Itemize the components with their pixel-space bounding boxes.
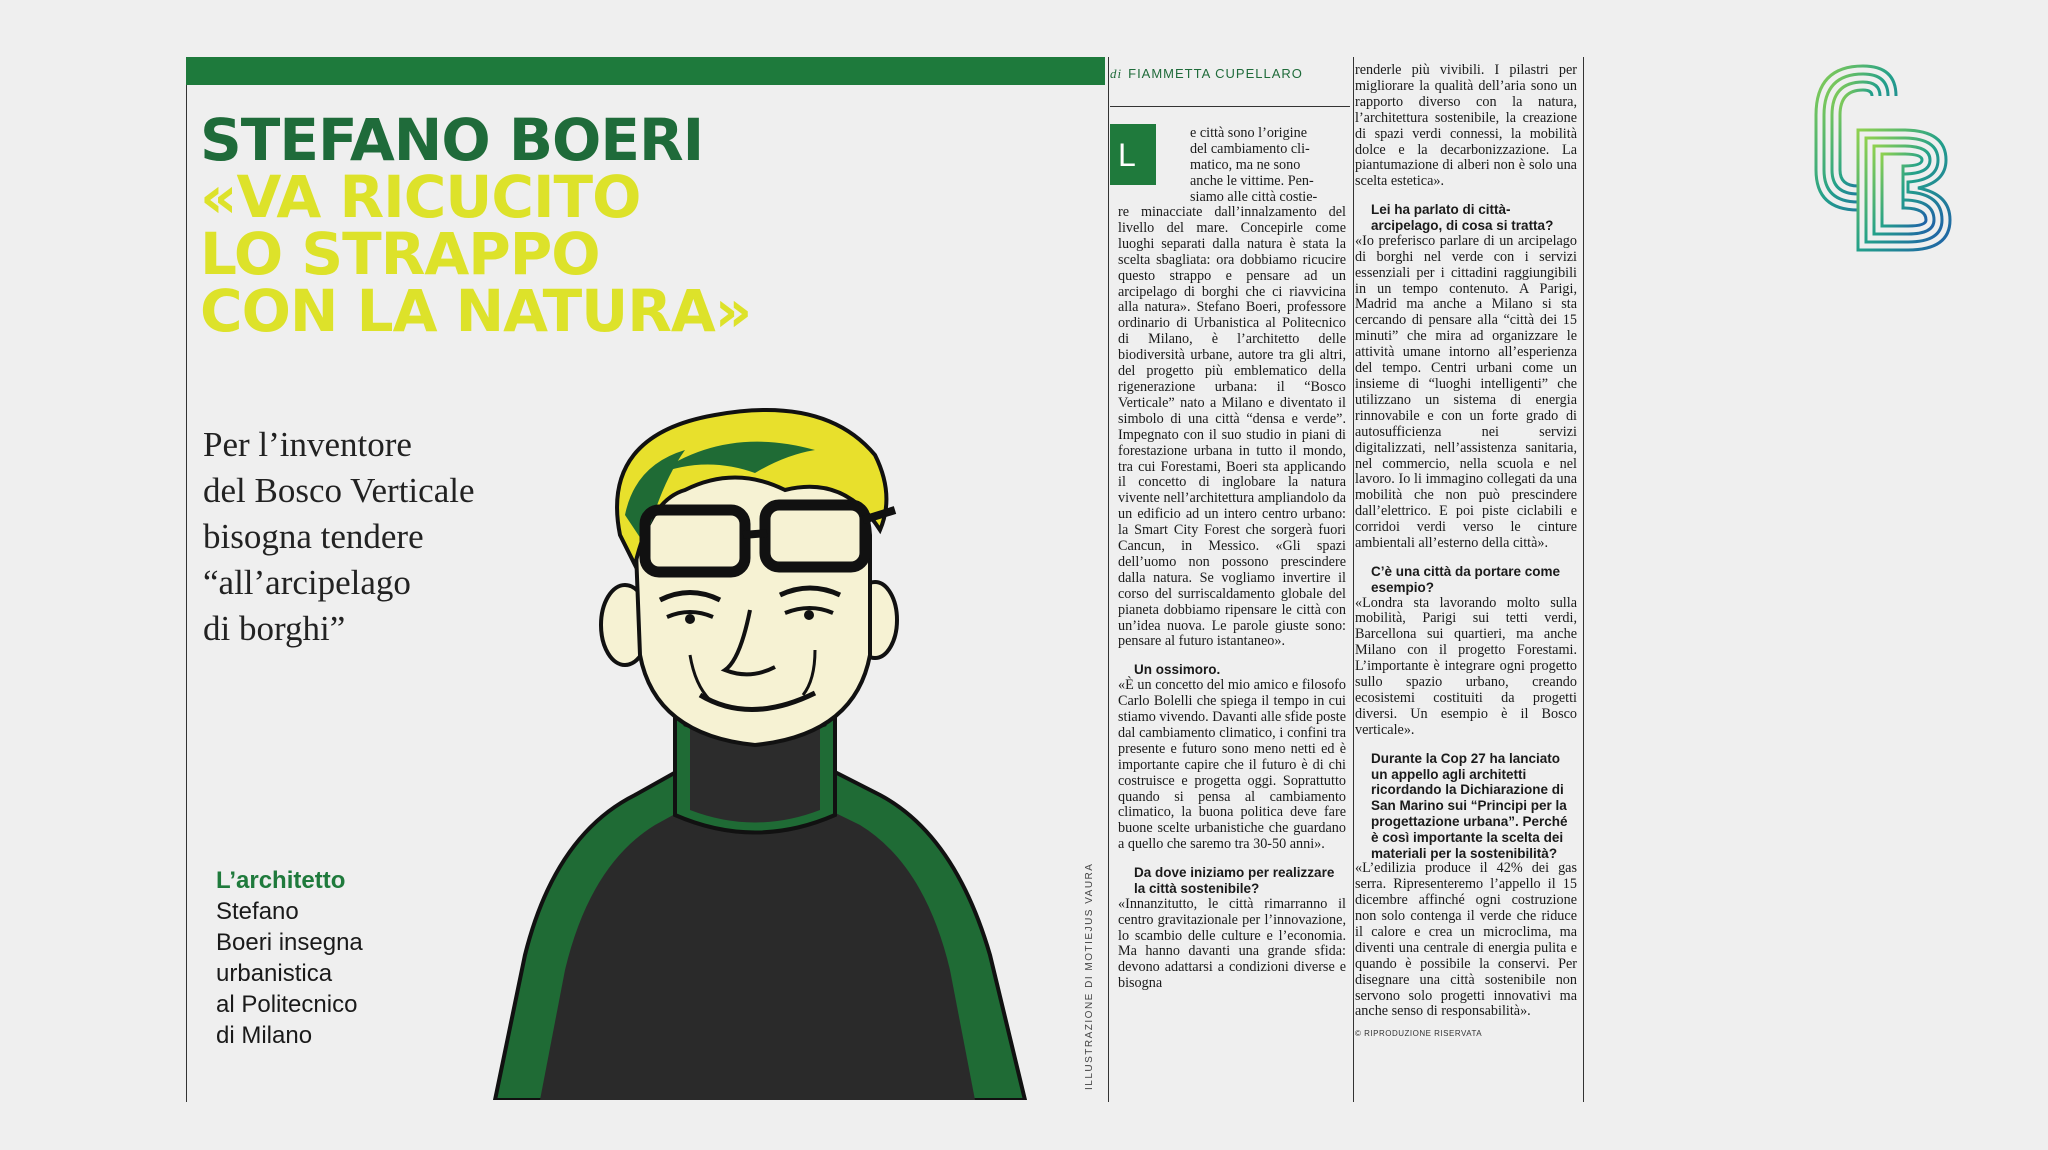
headline-quote-line: CON LA NATURA» (200, 277, 752, 345)
column-2-body (1355, 63, 1577, 1098)
subhead-line: Per l’inventore (203, 425, 412, 464)
caption-lead: L’architetto (216, 867, 346, 894)
portrait-caption (216, 865, 416, 1051)
column-rule (1583, 57, 1584, 1102)
dropcap-letter: L (1118, 137, 1136, 173)
column-1-intro (1190, 126, 1340, 206)
caption-line: al Politecnico (216, 991, 358, 1018)
interview-question: C’è una città da portare come esempio? (1371, 563, 1561, 595)
intro-line: e città sono l’origine (1190, 125, 1308, 141)
intro-line: siamo alle città costie- (1190, 188, 1318, 205)
column-rule (1108, 57, 1109, 1102)
interview-question: Lei ha parlato di città-arcipelago, di cosa si tratta? (1371, 202, 1554, 234)
portrait-illustration (485, 395, 1070, 1100)
left-column-rule (186, 85, 187, 1102)
dropcap (1110, 124, 1156, 185)
interview-answer: «Io preferisco parlare di un arcipelago di borghi nel verde con i servizi essenziali per i cittadini raggiungibili in un tempo contenuto. A Parigi, Madrid ma anche a Milano si sta cercando di pensare alla “città dei 15 minuti” che mira ad organizzare le attività umane intorno all’esperienza del tempo. Centri urbani come un insieme di “luoghi intelligenti” che utilizzano un sistema di energia rinnovabile e con un forte grado di autosufficienza nei servizi digitalizzati, nell’assistenza sanitaria, nel commercio, nella scuola e nel lavoro. Io li immagino collegati da una mobilità che non può prescindere dall’elettrico. E poi piste ciclabili e corridoi verdi verso le cinture ambientali all’esterno della città». (1355, 232, 1577, 552)
column-1-body (1118, 205, 1346, 1100)
byline-prefix: di (1110, 66, 1123, 81)
header-green-bar (186, 57, 1105, 85)
interview-answer: «Londra sta lavorando molto sulla mobilità, Parigi sui tetti verdi, Barcellona sui quartieri, ma anche Milano con il progetto Forestami. L’importante è integrare ogni progetto sullo spazio urbano, creando ecosistemi costituiti da progetti diversi. Un esempio è il Bosco verticale». (1355, 594, 1577, 738)
illustration-credit: ILLUSTRAZIONE DI MOTIEJUS VAURA (1084, 862, 1095, 1090)
intro-line: del cambiamento cli- (1190, 140, 1310, 157)
copyright-notice: © RIPRODUZIONE RISERVATA (1355, 1029, 1483, 1039)
byline-rule (1110, 106, 1350, 107)
interview-answer: «Innanzitutto, le città rimarranno il centro gravitazionale per l’innovazione, lo scambio delle culture e l’economia. Ma hanno davanti una grande sfida: devono adattarsi a condizioni diverse e bisogna (1118, 895, 1346, 992)
headline-name: STEFANO BOERI (200, 106, 704, 174)
article-headline (200, 106, 760, 345)
gb-logo-icon (1808, 60, 1954, 256)
caption-line: urbanistica (216, 960, 333, 987)
interview-answer: «L’edilizia produce il 42% dei gas serra. Ripresenteremo l’appello il 15 dicembre affinché ogni costruzione non solo contenga il verde che riduce il calore e crea un microclima, ma diventi una centrale di energia pulita e quando è possibile la conservi. Per disegnare una città sostenibile non servono solo progetti innovativi ma anche senso di responsabilità». (1355, 860, 1577, 1020)
byline-author: FIAMMETTA CUPELLARO (1128, 66, 1303, 81)
intro-line: anche le vittime. Pen- (1190, 172, 1314, 189)
intro-line: matico, ma ne sono (1190, 156, 1301, 173)
body-paragraph: renderle più vivibili. I pilastri per migliorare la qualità dell’aria sono un rapporto diverso con la natura, l’architettura sostenibile, la creazione di spazi verdi connessi, la mobilità dolce e la decarbonizzazione. La piantumazione di alberi non è solo una scelta estetica». (1355, 63, 1577, 190)
subhead-line: “all’arcipelago (203, 563, 411, 602)
column-rule (1353, 57, 1354, 1102)
byline (1110, 66, 1350, 82)
body-paragraph: re minacciate dall’innalzamento del livello del mare. Concepirle come luoghi separati dalla natura è stata la scelta sbagliata: ora dobbiamo ricucire questo strappo e pensare ad un arcipelago di borghi che ci riavvicina alla natura». Stefano Boeri, professore ordinario di Urbanistica al Politecnico di Milano, è l’architetto delle biodiversità urbane, autore tra gli altri, del progetto più emblematico della rigenerazione urbana: il “Bosco Verticale” nato a Milano e diventato il simbolo di una città “densa e verde”. Impegnato con il suo studio in piani di forestazione urbana in tutto il mondo, tra cui Forestami, Boeri sta applicando il concetto di inglobare la natura vivente nell’architettura ampliandolo da un edificio ad un intero centro urbano: la Smart City Forest che sorgerà fuori Cancun, in Messico. «Gli spazi dell’uomo non possono prescindere dalla natura. Se vogliamo invertire il corso del surriscaldamento globale del pianeta dobbiamo ripensare le città con un’idea nuova. Le parole giuste sono: pensare al futuro istantaneo». (1118, 205, 1346, 650)
caption-line: Stefano (216, 898, 299, 925)
caption-line: Boeri insegna (216, 929, 363, 956)
interview-question: Da dove iniziamo per realizzare la città sostenibile? (1134, 865, 1335, 896)
subhead-line: bisogna tendere (203, 517, 424, 556)
interview-question: Durante la Cop 27 ha lanciato un appello agli architetti ricordando la Dichiarazione di San Marino sui “Principi per la progettazione urbana”. Perché è così importante la scelta dei materiali per la sostenibilità? (1371, 750, 1568, 861)
headline-quote-line: LO STRAPPO (200, 220, 600, 288)
interview-answer: «È un concetto del mio amico e filosofo Carlo Bolelli che spiega il tempo in cui stiamo vivendo. Davanti alle sfide poste dal cambiamento climatico, i confini tra presente e futuro sono meno netti ed è importante capire che il futuro è di chi costruisce e progetta oggi. Soprattutto quando si pensa al cambiamento climatico, la buona politica deve fare buone scelte urbanistiche che guardano a quello che saremo tra 30-50 anni». (1118, 677, 1346, 853)
subhead-line: di borghi” (203, 609, 346, 648)
caption-line: di Milano (216, 1022, 313, 1049)
headline-quote-line: «VA RICUCITO (200, 163, 641, 231)
subhead-line: del Bosco Verticale (203, 471, 475, 510)
interview-question: Un ossimoro. (1134, 662, 1221, 678)
